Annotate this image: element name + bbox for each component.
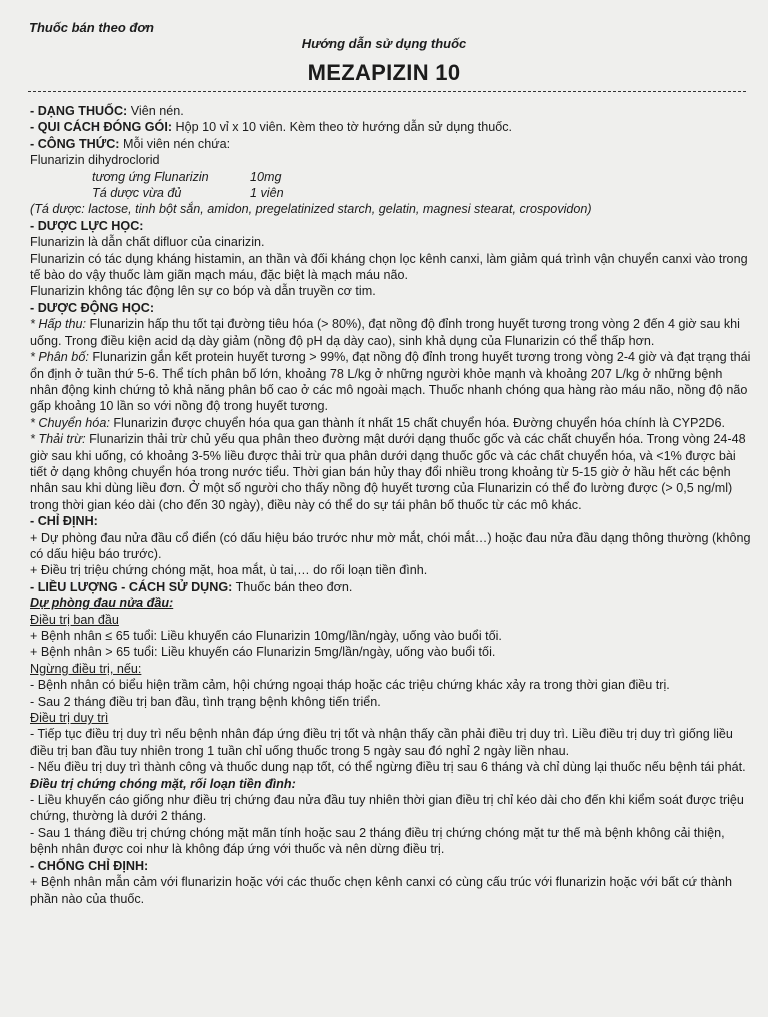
absorption: * Hấp thu: Flunarizin hấp thu tốt tại đường tiêu hóa (> 80%), đạt nồng độ đỉnh trong huyết tương trong vòng 2 đến 4 giờ sau khi uống. Trong điều kiện acid dạ dày giảm (nồng độ pH dạ dày cao), sinh khả dụng của Flunarizin có thể thấp hơn. [30, 317, 740, 348]
contraindications-heading: - CHỐNG CHỈ ĐỊNH: [30, 858, 149, 873]
vertigo-1: - Liều khuyến cáo giống như điều trị chứng đau nửa đầu tuy nhiên thời gian điều trị chỉ kéo dài cho đến khi kiểm soát được triệu chứng, thường là dưới 2 tháng. [30, 793, 744, 824]
stop-treatment-heading: Ngừng điều trị, nếu: [30, 661, 142, 676]
metabolism: * Chuyển hóa: Flunarizin được chuyển hóa qua gan thành ít nhất 15 chất chuyển hóa. Đường chuyển hóa chính là CYP2D6. [30, 415, 726, 430]
indication-1: + Dự phòng đau nửa đầu cổ điển (có dấu hiệu báo trước như mờ mắt, chói mắt…) hoặc đau nửa đầu dạng thông thường (không có dấu hiệu báo trước). [30, 530, 751, 561]
divider [28, 91, 746, 92]
dosage-form: - DẠNG THUỐC: Viên nén. [30, 104, 184, 118]
vertigo-2: - Sau 1 tháng điều trị chứng chóng mặt mãn tính hoặc sau 2 tháng điều trị chứng chóng mặt tư thế mà bệnh không cải thiện, bệnh nhân được coi như là không đáp ứng với thuốc và nên dừng điều trị. [30, 825, 725, 857]
elimination: * Thải trừ: Flunarizin thải trừ chủ yếu qua phân theo đường mật dưới dạng thuốc gốc và các chất chuyển hóa. Trong vòng 24-48 giờ sau khi uống, có khoảng 3-5% liều được thải trừ qua phân dưới dạng thuốc gốc và các chất chuyển hóa, và <1% được bài tiết ở dạng không chuyển hóa trong nước tiểu. Thời gian bán hủy thay đổi nhiều trong khoảng từ 5-15 giờ ở hầu hết các bệnh nhân sau khi dùng liều đơn. Ở một số người cho thấy nồng độ huyết tương của Flunarizin có thể đo lường được (> 0,5 ng/ml) trong thời gian kéo dài (cho đến 30 ngày), điều này có thể do sự tái phân bố thuốc từ các mô khác. [30, 432, 746, 512]
prescription-label: Thuốc bán theo đơn [29, 20, 154, 35]
indications-heading: - CHỈ ĐỊNH: [30, 514, 98, 529]
initial-treatment-heading: Điều trị ban đầu [30, 612, 119, 627]
contraindication-1: + Bệnh nhân mẫn cảm với flunarizin hoặc với các thuốc chẹn kênh canxi có cùng cấu trúc với flunarizin hoặc với bất cứ thành phần nào của thuốc. [30, 875, 732, 906]
pharmacodynamics-p1: Flunarizin là dẫn chất difluor của cinarizin. [30, 235, 265, 250]
formula-excipient: Tá dược vừa đủ 1 viên [92, 186, 284, 201]
maintenance-1: - Tiếp tục điều trị duy trì nếu bệnh nhân đáp ứng điều trị tốt và nhận thấy cần phải điều trị duy trì. Liều điều trị duy trì giống liều điều trị ban đầu tuy nhiên trong 1 tuần chỉ uống thuốc trong 5 ngày sau đó nghỉ 2 ngày liền nhau. [30, 727, 733, 758]
formula-equivalent: tương ứng Flunarizin 10mg [92, 169, 282, 184]
product-title: MEZAPIZIN 10 [307, 60, 461, 85]
formula: - CÔNG THỨC: Mỗi viên nén chứa: [30, 136, 231, 151]
maintenance-heading: Điều trị duy trì [30, 711, 109, 726]
maintenance-2: - Nếu điều trị duy trì thành công và thuốc dung nạp tốt, có thể ngừng điều trị sau 6 tháng và chỉ dùng lại thuốc nếu bệnh tái phát. [30, 760, 746, 775]
dosage-heading: - LIỀU LƯỢNG - CÁCH SỬ DỤNG: Thuốc bán theo đơn. [30, 579, 353, 594]
pharmacodynamics-heading: - DƯỢC LỰC HỌC: [30, 218, 144, 233]
pharmacodynamics-p2: Flunarizin có tác dụng kháng histamin, an thần và đối kháng chọn lọc kênh canxi, làm giảm quá trình vận chuyển canxi vào trong tế bào do vậy thuốc làm giãn mạch máu, đặc biệt là mạch máu não. [30, 251, 748, 283]
leaflet-subtitle: Hướng dẫn sử dụng thuốc [301, 36, 467, 51]
stop-treatment-1: - Bệnh nhân có biểu hiện trầm cảm, hội chứng ngoại tháp hoặc các triệu chứng khác xảy ra trong thời gian điều trị. [30, 678, 670, 693]
pharmacokinetics-heading: - DƯỢC ĐỘNG HỌC: [30, 300, 155, 315]
pharmacodynamics-p3: Flunarizin không tác động lên sự co bóp và dẫn truyền cơ tim. [30, 284, 376, 299]
initial-dose-2: + Bệnh nhân > 65 tuổi: Liều khuyến cáo Flunarizin 5mg/lần/ngày, uống vào buổi tối. [30, 645, 496, 660]
excipient-list: (Tá dược: lactose, tinh bột sắn, amidon, pregelatinized starch, gelatin, magnesi stearat, crospovidon) [30, 202, 592, 217]
packaging: - QUI CÁCH ĐÓNG GÓI: Hộp 10 vỉ x 10 viên. Kèm theo tờ hướng dẫn sử dụng thuốc. [30, 120, 513, 135]
migraine-prevention-heading: Dự phòng đau nửa đầu: [30, 596, 174, 611]
initial-dose-1: + Bệnh nhân ≤ 65 tuổi: Liều khuyến cáo Flunarizin 10mg/lần/ngày, uống vào buổi tối. [30, 629, 502, 643]
stop-treatment-2: - Sau 2 tháng điều trị ban đầu, tình trạng bệnh không tiến triển. [30, 694, 381, 709]
formula-ingredient: Flunarizin dihydroclorid [30, 153, 160, 168]
distribution: * Phân bố: Flunarizin gắn kết protein huyết tương > 99%, đạt nồng độ đỉnh trong huyết tương trong vòng 2-4 giờ và đạt trạng thái ổn định ở tuần thứ 5-6. Thể tích phân bố lớn, khoảng 78 L/kg ở những người khỏe mạnh và khoảng 207 L/kg ở những bệnh nhân động kinh chứng tỏ khả năng phân bố cao ở các mô ngoài mạch. Thuốc nhanh chóng qua hàng rào máu não, nồng độ não gấp khoảng 10 lần so với nồng độ trong huyết tương. [30, 350, 751, 414]
leaflet-body [30, 103, 752, 907]
vertigo-heading: Điều trị chứng chóng mặt, rối loạn tiền đình: [30, 776, 296, 791]
indication-2: + Điều trị triệu chứng chóng mặt, hoa mắt, ù tai,… do rối loạn tiền đình. [30, 563, 428, 578]
